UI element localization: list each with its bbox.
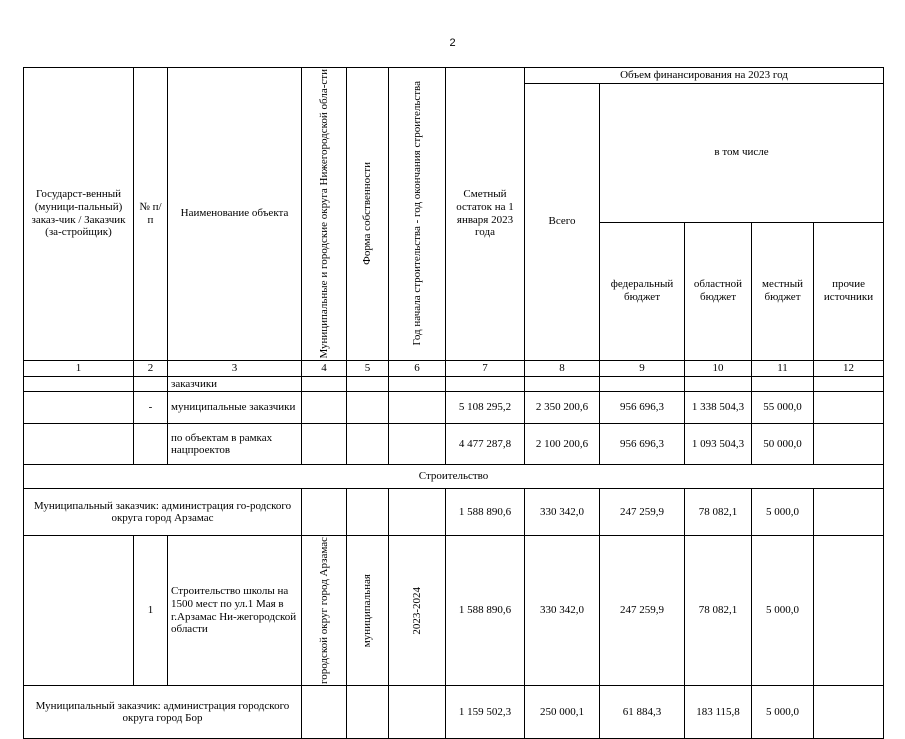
local-value: 5 000,0 xyxy=(752,686,814,739)
header-customer: Государст-венный (муници-пальный) заказ-чик / Заказчик (за-стройщик) xyxy=(24,68,134,361)
header-estimate: Сметный остаток на 1 января 2023 года xyxy=(446,68,525,361)
header-municipality: Муниципальные и городские округа Нижегородской обла-сти xyxy=(302,68,347,361)
table-row xyxy=(24,376,884,392)
header-ownership: Форма собственности xyxy=(347,68,389,361)
object-municipality: городской округ город Арзамас xyxy=(302,536,347,686)
total-value: 250 000,1 xyxy=(525,686,600,739)
table-row xyxy=(24,686,884,739)
local-value: 5 000,0 xyxy=(752,489,814,536)
federal-value: 247 259,9 xyxy=(600,489,685,536)
header-num: № п/п xyxy=(134,68,168,361)
object-ownership: муниципальная xyxy=(347,536,389,686)
column-numbers-row xyxy=(24,360,884,376)
row-label: по объектам в рамках нацпроектов xyxy=(168,424,302,465)
total-value: 2 350 200,6 xyxy=(525,392,600,424)
local-value: 5 000,0 xyxy=(752,536,814,686)
col-number: 4 xyxy=(302,360,347,376)
col-number: 3 xyxy=(168,360,302,376)
header-local: местный бюджет xyxy=(752,222,814,360)
table-row xyxy=(24,424,884,465)
table-row xyxy=(24,489,884,536)
header-years: Год начала строительства - год окончания строительства xyxy=(389,68,446,361)
header-including: в том числе xyxy=(600,83,884,222)
col-number: 9 xyxy=(600,360,685,376)
customer-label: Муниципальный заказчик: администрация го-родского округа город Арзамас xyxy=(24,489,302,536)
header-regional: областной бюджет xyxy=(685,222,752,360)
row-label: заказчики xyxy=(168,376,302,392)
header-financing: Объем финансирования на 2023 год xyxy=(525,68,884,84)
header-federal: федеральный бюджет xyxy=(600,222,685,360)
estimate-value: 1 588 890,6 xyxy=(446,489,525,536)
total-value: 2 100 200,6 xyxy=(525,424,600,465)
row-num: - xyxy=(134,392,168,424)
table-row xyxy=(24,392,884,424)
customer-label: Муниципальный заказчик: администрация городского округа город Бор xyxy=(24,686,302,739)
object-name: Строительство школы на 1500 мест по ул.1 Мая в г.Арзамас Ни-жегородской области xyxy=(168,536,302,686)
col-number: 6 xyxy=(389,360,446,376)
federal-value: 247 259,9 xyxy=(600,536,685,686)
regional-value: 183 115,8 xyxy=(685,686,752,739)
local-value: 50 000,0 xyxy=(752,424,814,465)
federal-value: 956 696,3 xyxy=(600,424,685,465)
col-number: 8 xyxy=(525,360,600,376)
total-value: 330 342,0 xyxy=(525,536,600,686)
header-object-name: Наименование объекта xyxy=(168,68,302,361)
row-label: муниципальные заказчики xyxy=(168,392,302,424)
table-row xyxy=(24,536,884,686)
estimate-value: 1 159 502,3 xyxy=(446,686,525,739)
col-number: 1 xyxy=(24,360,134,376)
estimate-value: 4 477 287,8 xyxy=(446,424,525,465)
federal-value: 956 696,3 xyxy=(600,392,685,424)
regional-value: 78 082,1 xyxy=(685,536,752,686)
estimate-value: 5 108 295,2 xyxy=(446,392,525,424)
col-number: 11 xyxy=(752,360,814,376)
local-value: 55 000,0 xyxy=(752,392,814,424)
section-title: Строительство xyxy=(24,465,884,489)
financing-table xyxy=(23,67,884,739)
col-number: 5 xyxy=(347,360,389,376)
header-total: Всего xyxy=(525,83,600,360)
row-num: 1 xyxy=(134,536,168,686)
regional-value: 78 082,1 xyxy=(685,489,752,536)
col-number: 10 xyxy=(685,360,752,376)
federal-value: 61 884,3 xyxy=(600,686,685,739)
header-other: прочие источники xyxy=(814,222,884,360)
regional-value: 1 338 504,3 xyxy=(685,392,752,424)
object-years: 2023-2024 xyxy=(389,536,446,686)
col-number: 7 xyxy=(446,360,525,376)
total-value: 330 342,0 xyxy=(525,489,600,536)
col-number: 12 xyxy=(814,360,884,376)
col-number: 2 xyxy=(134,360,168,376)
regional-value: 1 093 504,3 xyxy=(685,424,752,465)
page-number: 2 xyxy=(449,37,456,49)
estimate-value: 1 588 890,6 xyxy=(446,536,525,686)
